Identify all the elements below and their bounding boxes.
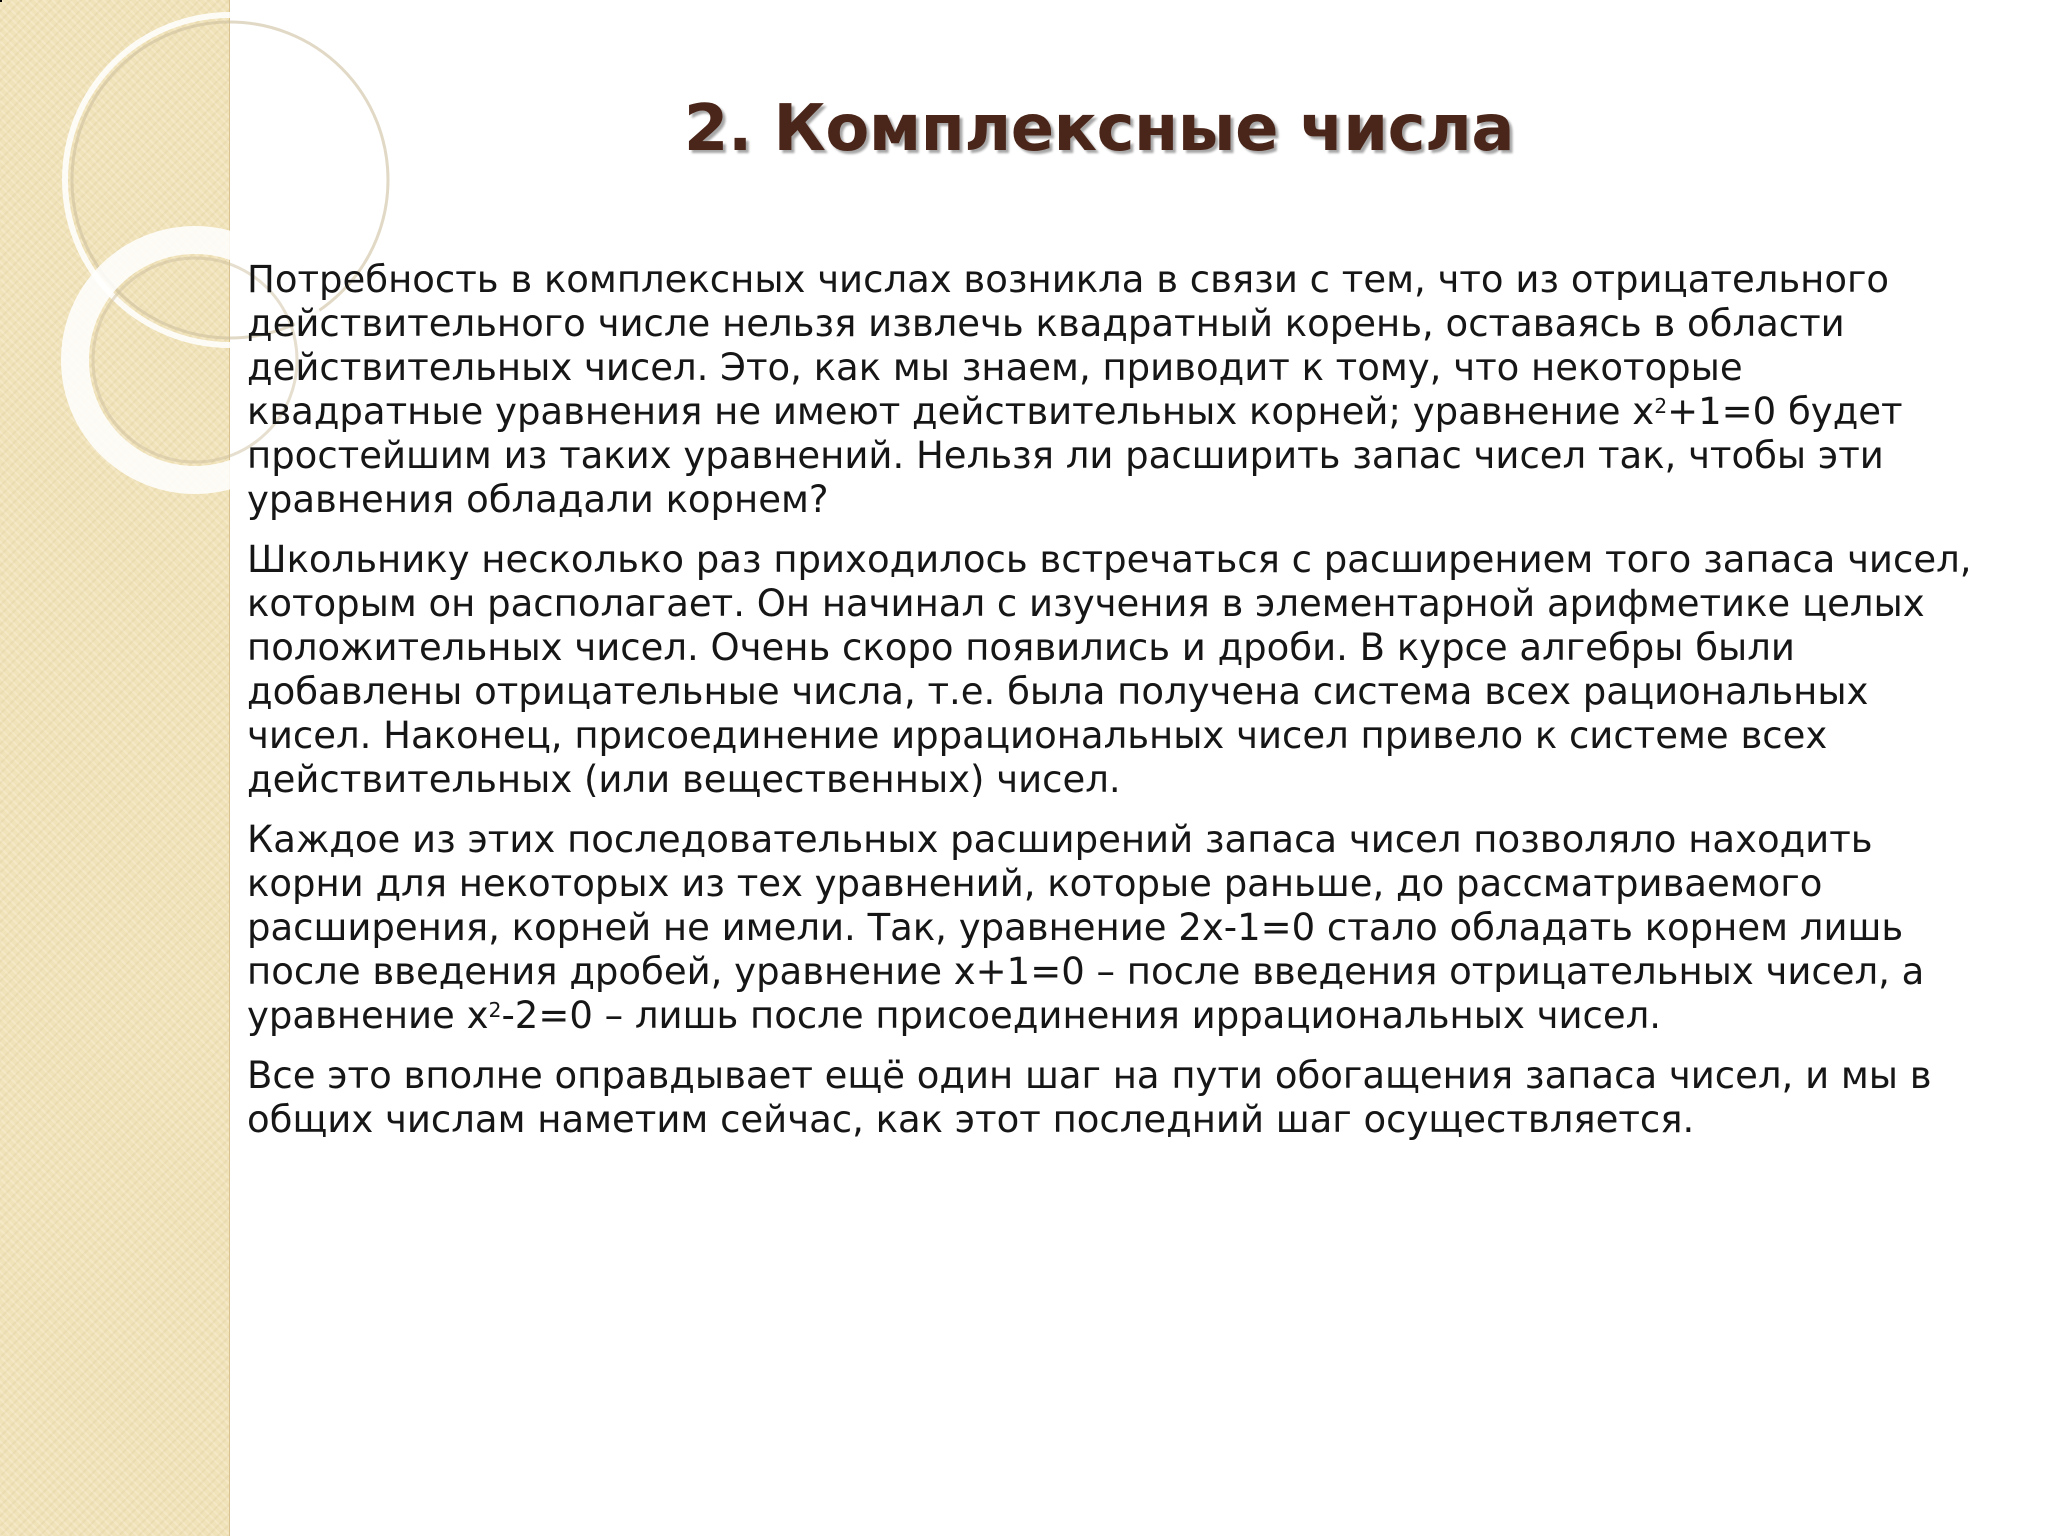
paragraph-4: Все это вполне оправдывает ещё один шаг на пути обогащения запаса чисел, и мы в общих числам наметим сейчас, как этот последний шаг осуществляется. [247, 1054, 1932, 1141]
paragraph-2: Школьнику несколько раз приходилось встречаться с расширением того запаса чисел, которым он располагает. Он начинал с изучения в элементарной арифметике целых положительных чисел. Очень скоро появились и дроби. В курсе алгебры были добавлены отрицательные числа, т.е. была получена система всех рациональных чисел. Наконец, присоединение иррациональных чисел привело к системе всех действительных (или вещественных) чисел. [247, 538, 1972, 801]
slide-body [247, 258, 1987, 1158]
slide-title: 2. Комплексные числа [683, 92, 1515, 166]
decorative-left-band [0, 0, 230, 1536]
paragraph-3-superscript: 2 [488, 997, 502, 1022]
paragraph-3-text-b: -2=0 – лишь после присоединения иррациональных чисел. [501, 994, 1662, 1037]
paragraph-3-text-a: Каждое из этих последовательных расширений запаса чисел позволяло находить корни для некоторых из тех уравнений, которые раньше, до рассматриваемого расширения, корней не имели. Так, уравнение 2x-1=0 стало обладать корнем лишь после введения дробей, уравнение x+1=0 – после введения отрицательных чисел, а уравнение x [247, 818, 1925, 1037]
paragraph-1 [247, 258, 1987, 522]
paragraph-1-superscript: 2 [1654, 393, 1668, 418]
corner-mark [0, 0, 2, 2]
paragraph-1-text-a: Потребность в комплексных числах возникла в связи с тем, что из отрицательного действительного числе нельзя извлечь квадратный корень, оставаясь в области действительных чисел. Это, как мы знаем, приводит к тому, что некоторые квадратные уравнения не имеют действительных корней; уравнение x [247, 258, 1890, 433]
paragraph-3 [247, 818, 1987, 1038]
paragraph-1-text-b: +1=0 будет простейшим из таких уравнений. Нельзя ли расширить запас чисел так, чтобы эти уравнения обладали корнем? [247, 390, 1903, 521]
